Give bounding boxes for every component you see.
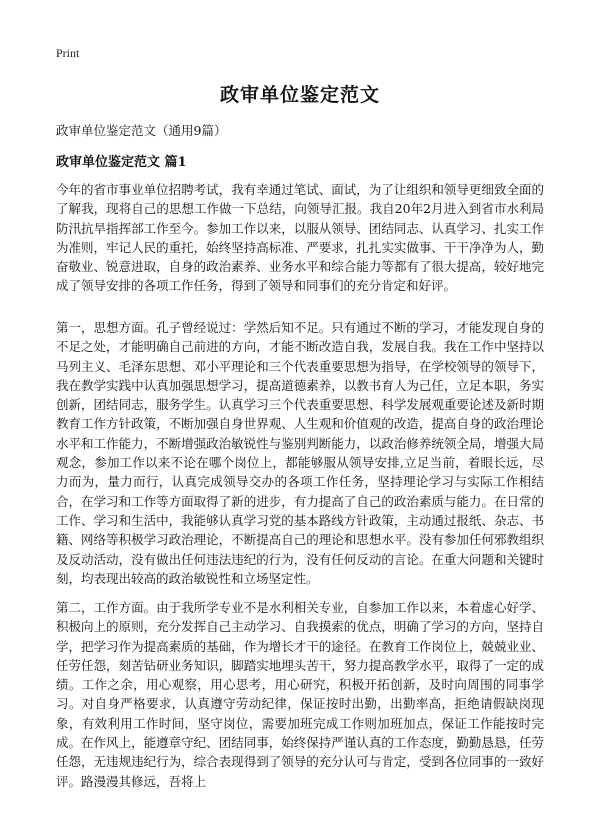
paragraph-thought: 第一，思想方面。孔子曾经说过：学然后知不足。只有通过不断的学习，才能发现自身的不足之处，才能明确自己前进的方向，才能不断改造自我，发展自我。我在工作中坚持以马列主义、毛泽东思想、邓小平理论和三个代表重要思想为指导，在学校领导的领导下，我在教学实践中认真加强思想学习，提高道德素养，以教书育人为己任，立足本职，务实创新，团结同志，服务学生。认真学习三个代表重要思想、科学发展观重要论述及新时期教育工作方针政策，不断加强自身世界观、人生观和价值观的改造，提高自身的政治理论水平和工作能力，不断增强政治敏锐性与鉴别判断能力，以政治修养统领全局，增强大局观念，参加工作以来不论在哪个岗位上，都能够服从领导安排,立足当前，着眼长远，尽力而为，量力而行，认真完成领导交办的各项工作任务，坚持理论学习与实际工作相结合，在学习和工作等方面取得了新的进步，有力提高了自己的政治素质与能力。在日常的工作、学习和生活中，我能够认真学习党的基本路线方针政策，主动通过报纸、杂志、书籍、网络等积极学习政治理论，不断提高自己的理论和思想水平。没有参加任何邪教组织及反动活动，没有做出任何违法违纪的行为，没有任何反动的言论。在重大问题和关键时刻，均表现出较高的政治敏锐性和立场坚定性。 bbox=[56, 320, 544, 586]
paragraph-work: 第二，工作方面。由于我所学专业不是水利相关专业，自参加工作以来，本着虚心好学、积极向上的原则，充分发挥自己主动学习、自我摸索的优点，明确了学习的方向，坚持自学，把学习作为提高素质的基础，作为增长才干的途径。在教育工作岗位上，兢兢业业、任劳任怨，刻苦钻研业务知识，脚踏实地埋头苦干，努力提高教学水平，取得了一定的成绩。工作之余，用心观察，用心思考，用心研究，积极开拓创新，及时向周围的同事学习。对自身严格要求，认真遵守劳动纪律，保证按时出勤，出勤率高，拒绝请假缺岗现象，有效利用工作时间，坚守岗位，需要加班完成工作则加班加点，保证工作能按时完成。在作风上，能遵章守纪、团结同事，始终保持严谨认真的工作态度，勤勤恳恳，任劳任怨，无违规违纪行为，综合表现得到了领导的充分认可与肯定，受到各位同事的一致好评。路漫漫其修远，吾将上 bbox=[56, 600, 544, 789]
paragraph-intro: 今年的省市事业单位招聘考试，我有幸通过笔试、面试，为了让组织和领导更细致全面的了解我，现将自己的思想工作做一下总结，向领导汇报。我自20年2月进入到省市水利局防汛抗旱指挥部工作至今。参加工作以来，以服从领导、团结同志、认真学习、扎实工作为准则，牢记人民的重托，始终坚持高标准、严要求，扎扎实实做事、干干净净为人，勤奋敬业、锐意进取，自身的政治素养、业务水平和综合能力等都有了很大提高，较好地完成了领导安排的各项工作任务，得到了领导和同事们的充分肯定和好评。 bbox=[56, 182, 544, 294]
page-title: 政审单位鉴定范文 bbox=[219, 84, 380, 106]
document-subtitle: 政审单位鉴定范文（通用9篇） bbox=[56, 123, 227, 138]
section-heading: 政审单位鉴定范文 篇1 bbox=[56, 155, 187, 170]
print-link[interactable]: Print bbox=[56, 46, 80, 60]
